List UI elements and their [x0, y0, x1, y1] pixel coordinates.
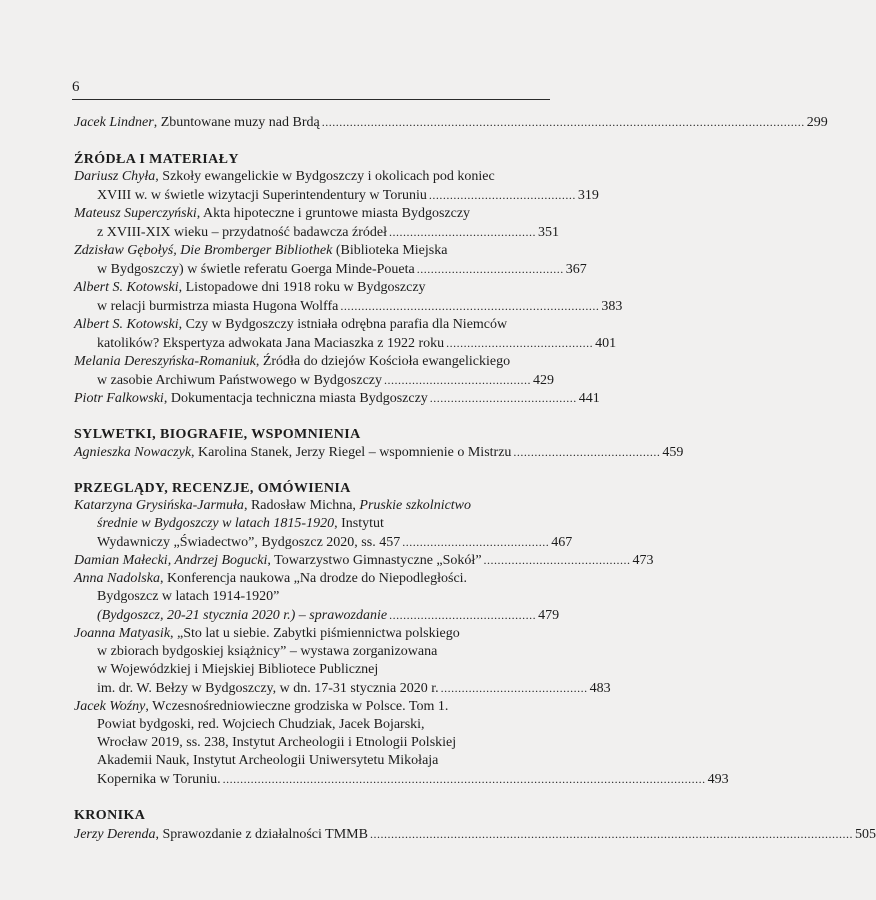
title: (Bydgoszcz, 20-21 stycznia 2020 r.) – sprawozdanie — [97, 608, 388, 623]
title: , Czy w Bydgoszczy istniała odrębna parafia dla Niemców — [178, 317, 508, 332]
title: XVIII w. w świetle wizytacji Superintendentury w Toruniu — [97, 188, 427, 203]
section-heading-przeglady: PRZEGLĄDY, RECENZJE, OMÓWIENIA — [74, 481, 351, 496]
title: , Akta hipoteczne i gruntowe miasta Bydgoszczy — [196, 206, 471, 221]
title: w zasobie Archiwum Państwowego w Bydgoszczy — [97, 373, 383, 388]
page-ref: 441 — [578, 391, 600, 406]
leader-dots: .......................................... — [429, 391, 577, 405]
toc-entry-line — [97, 752, 438, 770]
leader-dots: .......................................... — [483, 553, 631, 567]
leader-dots: .......................................................................................................................................... — [222, 772, 706, 786]
toc-entry-line — [97, 588, 279, 606]
page-ref: 473 — [632, 553, 654, 568]
title: Wrocław 2019, ss. 238, Instytut Archeologii i Etnologii Polskiej — [97, 735, 457, 750]
toc-entry-line — [74, 825, 876, 844]
leader-dots: .......................................... — [428, 188, 576, 202]
title: Wydawniczy „Świadectwo”, Bydgoszcz 2020, ss. 457 — [97, 535, 401, 550]
author: Jacek Lindner — [74, 115, 154, 130]
author: Albert S. Kotowski — [74, 317, 179, 332]
page-ref: 319 — [577, 188, 599, 203]
toc-entry-line — [97, 661, 378, 679]
toc-entry-line — [97, 223, 559, 242]
title: średnie w Bydgoszczy w latach 1815-1920 — [97, 516, 335, 531]
title: Akademii Nauk, Instytut Archeologii Uniwersytetu Mikołaja — [97, 753, 439, 768]
toc-entry-line — [74, 551, 654, 570]
toc-entry-line — [97, 371, 555, 390]
toc-entry-line — [74, 279, 426, 297]
leader-dots: .......................................................................................................................................... — [321, 115, 805, 129]
title: Pruskie szkolnictwo — [359, 498, 472, 513]
toc-entry-line — [97, 716, 425, 734]
leader-dots: .......................................... — [388, 225, 536, 239]
title: , Źródła do dziejów Kościoła ewangelickiego — [255, 354, 511, 369]
title: w zbiorach bydgoskiej książnicy” – wystawa zorganizowana — [97, 644, 438, 659]
toc-entry-line — [74, 242, 447, 260]
page-ref: 383 — [601, 299, 623, 314]
toc-entry-line — [74, 497, 471, 515]
title: , Die Bromberger Bibliothek — [173, 243, 333, 258]
page-ref: 505 — [854, 827, 876, 842]
toc-entry-line — [97, 186, 599, 205]
toc-entry-line — [74, 353, 510, 371]
title: w relacji burmistrza miasta Hugona Wolffa — [97, 299, 339, 314]
leader-dots: .......................................... — [440, 681, 588, 695]
leader-dots: .......................................... — [446, 336, 594, 350]
leader-dots: .......................................................................................................................................... — [369, 827, 853, 841]
leader-dots: .......................................... — [513, 445, 661, 459]
title: z XVIII-XIX wieku – przydatność badawcza źródeł — [97, 225, 387, 240]
author: Mateusz Superczyński — [74, 206, 197, 221]
toc-entry-line — [74, 389, 600, 408]
leader-dots: .......................................................................... — [340, 299, 600, 313]
leader-dots: .......................................... — [384, 373, 532, 387]
section-heading-sylwetki: SYLWETKI, BIOGRAFIE, WSPOMNIENIA — [74, 427, 361, 442]
toc-entry-line — [97, 734, 456, 752]
page-ref: 483 — [589, 681, 611, 696]
header-rule — [72, 99, 550, 100]
author: Albert S. Kotowski — [74, 280, 179, 295]
title: Powiat bydgoski, red. Wojciech Chudziak, Jacek Bojarski, — [97, 717, 425, 732]
toc-entry-line — [97, 515, 384, 533]
title: , Towarzystwo Gimnastyczne „Sokół” — [267, 553, 482, 568]
title: Kopernika w Toruniu. — [97, 772, 221, 787]
leader-dots: .......................................... — [389, 608, 537, 622]
page-ref: 493 — [707, 772, 729, 787]
toc-entry-line — [74, 698, 448, 716]
page-ref: 351 — [537, 225, 559, 240]
leader-dots: .......................................... — [402, 535, 550, 549]
author: Piotr Falkowski — [74, 391, 164, 406]
toc-entry-line — [74, 316, 507, 334]
toc-entry-line — [74, 570, 467, 588]
page-ref: 429 — [533, 373, 555, 388]
author: Zdzisław Gębołyś — [74, 243, 174, 258]
author: Jacek Woźny — [74, 699, 146, 714]
page-ref: 367 — [565, 262, 587, 277]
toc-entry-lindner — [74, 113, 828, 132]
title: , Listopadowe dni 1918 roku w Bydgoszczy — [178, 280, 426, 295]
toc-entry-line — [97, 260, 587, 279]
toc-entry-line — [97, 679, 611, 698]
page-ref: 299 — [806, 115, 828, 130]
author: Joanna Matyasik — [74, 626, 171, 641]
title: , „Sto lat u siebie. Zabytki piśmiennictwa polskiego — [170, 626, 460, 641]
toc-entry-line — [74, 168, 495, 186]
author: Dariusz Chyła — [74, 169, 156, 184]
title: , Instytut — [334, 516, 384, 531]
title: im. dr. W. Bełzy w Bydgoszczy, w dn. 17-31 stycznia 2020 r. — [97, 681, 439, 696]
title: , Zbuntowane muzy nad Brdą — [153, 115, 320, 130]
author: Agnieszka Nowaczyk — [74, 445, 192, 460]
title: , Wczesnośredniowieczne grodziska w Polsce. Tom 1. — [145, 699, 449, 714]
toc-entry-line — [97, 533, 573, 552]
toc-entry-line — [74, 625, 460, 643]
title: , Karolina Stanek, Jerzy Riegel – wspomnienie o Mistrzu — [191, 445, 512, 460]
page-ref: 479 — [538, 608, 560, 623]
toc-entry-line — [74, 205, 470, 223]
title: , Sprawozdanie z działalności TMMB — [155, 827, 368, 842]
toc-entry-line — [97, 770, 729, 789]
leader-dots: .......................................... — [416, 262, 564, 276]
author: Jerzy Derenda — [74, 827, 156, 842]
page-ref: 459 — [662, 445, 684, 460]
title: , Szkoły ewangelickie w Bydgoszczy i okolicach pod koniec — [155, 169, 495, 184]
title: w Bydgoszczy) w świetle referatu Goerga Minde-Poueta — [97, 262, 415, 277]
title: katolików? Ekspertyza adwokata Jana Maciaszka z 1922 roku — [97, 336, 445, 351]
title: , Dokumentacja techniczna miasta Bydgoszczy — [163, 391, 428, 406]
title: (Biblioteka Miejska — [332, 243, 448, 258]
toc-entry-line — [74, 443, 684, 462]
author: Anna Nadolska — [74, 571, 160, 586]
section-heading-kronika: KRONIKA — [74, 808, 146, 823]
author: Melania Dereszyńska-Romaniuk — [74, 354, 256, 369]
section-heading-zrodla: ŹRÓDŁA I MATERIAŁY — [74, 152, 239, 167]
page-number: 6 — [72, 79, 80, 95]
page-ref: 401 — [595, 336, 617, 351]
toc-entry-line — [97, 606, 560, 625]
toc-entry-line — [97, 643, 437, 661]
author: Katarzyna Grysińska-Jarmuła — [74, 498, 244, 513]
title: , Radosław Michna, — [243, 498, 360, 513]
title: Bydgoszcz w latach 1914-1920” — [97, 589, 280, 604]
title: , Konferencja naukowa „Na drodze do Niepodległości. — [159, 571, 468, 586]
title: w Wojewódzkiej i Miejskiej Bibliotece Publicznej — [97, 662, 379, 677]
toc-entry-line — [97, 334, 617, 353]
page-ref: 467 — [551, 535, 573, 550]
author: Damian Małecki, Andrzej Bogucki — [74, 553, 268, 568]
toc-entry-line — [97, 297, 623, 316]
